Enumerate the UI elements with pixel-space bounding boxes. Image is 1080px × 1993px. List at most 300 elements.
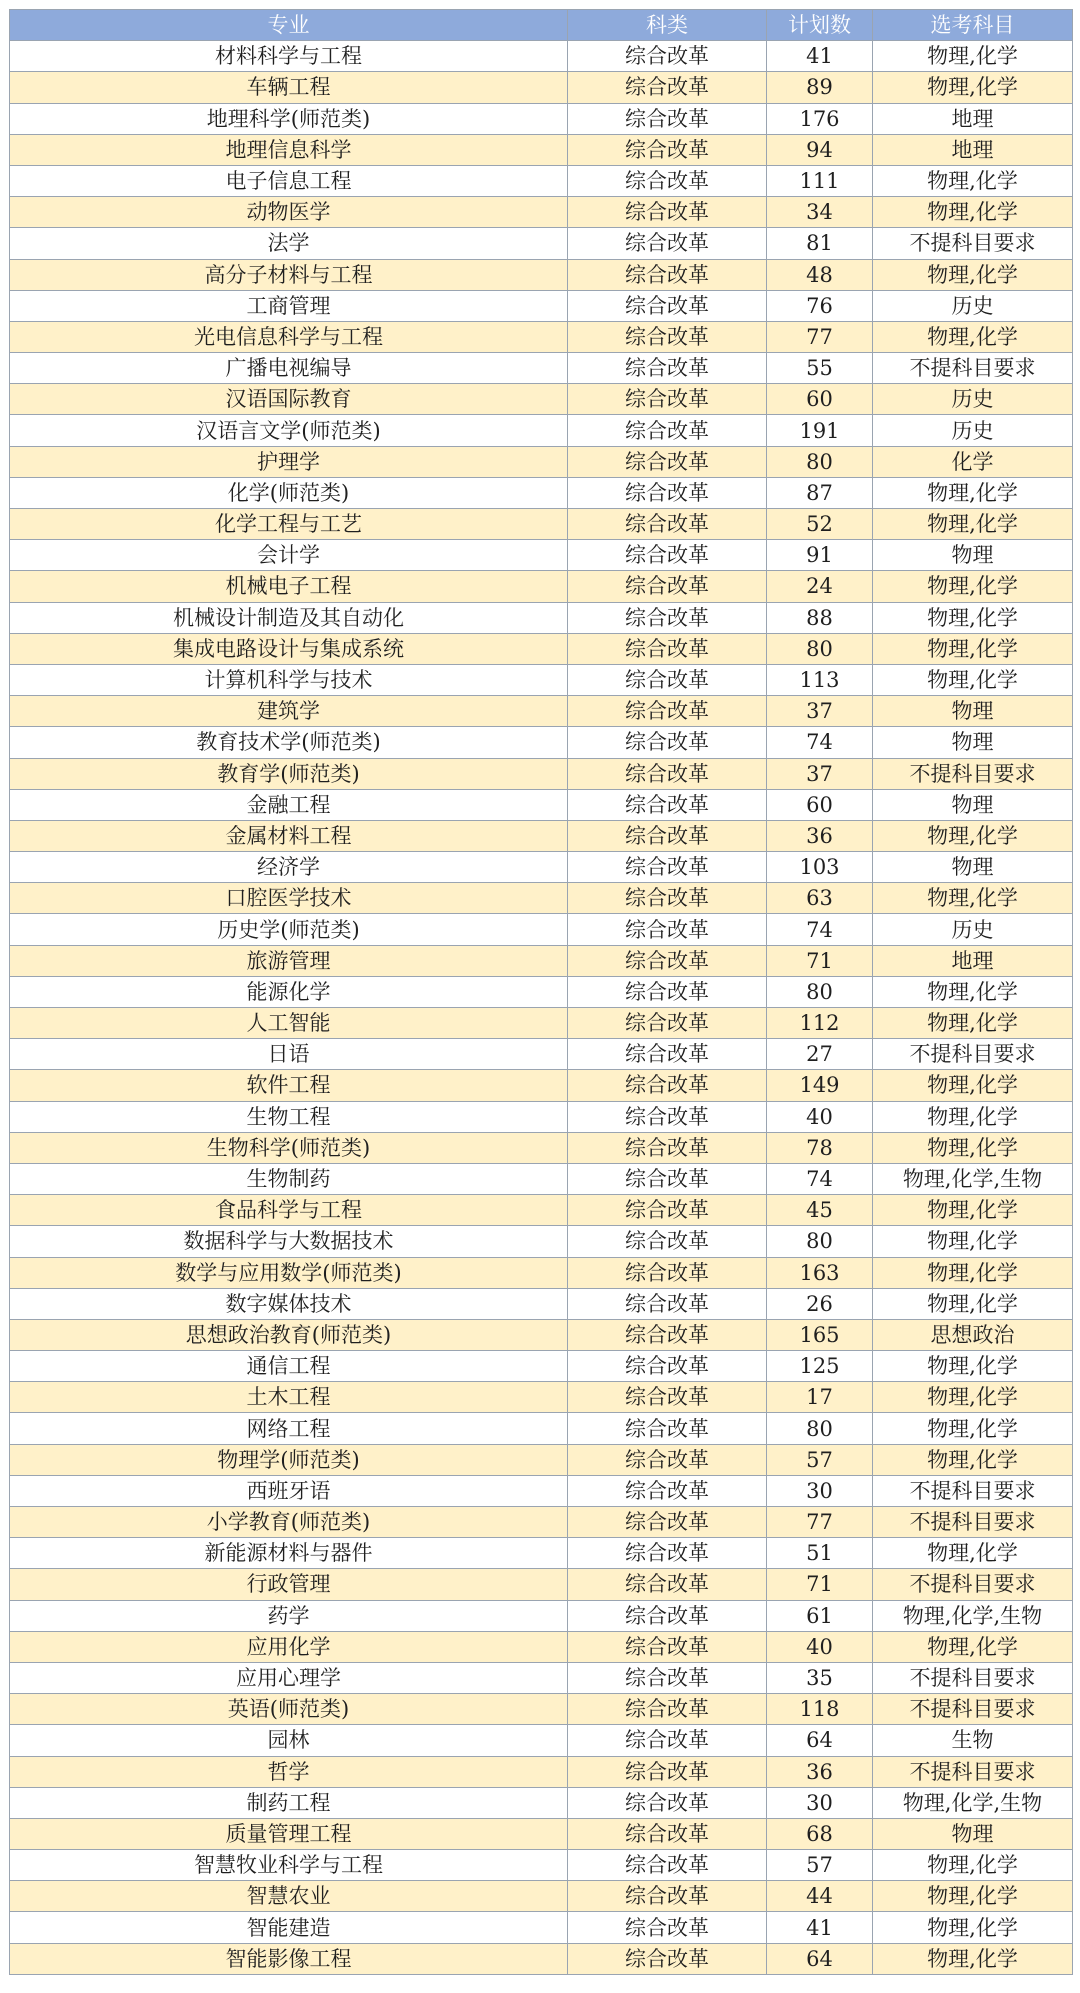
cell-category: 综合改革 — [568, 883, 767, 914]
cell-required-subjects: 物理,化学 — [873, 197, 1073, 228]
cell-category: 综合改革 — [568, 1787, 767, 1818]
cell-required-subjects: 物理,化学 — [873, 259, 1073, 290]
cell-required-subjects: 物理,化学 — [873, 571, 1073, 602]
cell-major: 人工智能 — [10, 1008, 568, 1039]
table-row — [10, 415, 1073, 446]
table-row — [10, 1132, 1073, 1163]
cell-category: 综合改革 — [568, 415, 767, 446]
cell-category: 综合改革 — [568, 727, 767, 758]
cell-plan-count: 55 — [767, 353, 873, 384]
cell-major: 计算机科学与技术 — [10, 664, 568, 695]
cell-category: 综合改革 — [568, 571, 767, 602]
cell-major: 物理学(师范类) — [10, 1444, 568, 1475]
cell-plan-count: 63 — [767, 883, 873, 914]
cell-plan-count: 87 — [767, 477, 873, 508]
cell-category: 综合改革 — [568, 1070, 767, 1101]
cell-plan-count: 26 — [767, 1288, 873, 1319]
cell-required-subjects: 物理,化学 — [873, 1943, 1073, 1974]
cell-required-subjects: 物理,化学 — [873, 1226, 1073, 1257]
table-row — [10, 290, 1073, 321]
table-row — [10, 1600, 1073, 1631]
cell-plan-count: 48 — [767, 259, 873, 290]
cell-category: 综合改革 — [568, 134, 767, 165]
cell-major: 应用心理学 — [10, 1662, 568, 1693]
cell-category: 综合改革 — [568, 696, 767, 727]
cell-major: 工商管理 — [10, 290, 568, 321]
cell-plan-count: 64 — [767, 1725, 873, 1756]
cell-plan-count: 64 — [767, 1943, 873, 1974]
cell-major: 生物制药 — [10, 1163, 568, 1194]
table-row — [10, 1631, 1073, 1662]
cell-required-subjects: 物理,化学 — [873, 976, 1073, 1007]
cell-major: 药学 — [10, 1600, 568, 1631]
cell-plan-count: 17 — [767, 1382, 873, 1413]
cell-category: 综合改革 — [568, 1756, 767, 1787]
cell-major: 制药工程 — [10, 1787, 568, 1818]
cell-required-subjects: 历史 — [873, 415, 1073, 446]
cell-required-subjects: 地理 — [873, 134, 1073, 165]
table-row — [10, 1382, 1073, 1413]
table-row — [10, 384, 1073, 415]
cell-major: 网络工程 — [10, 1413, 568, 1444]
table-row — [10, 1538, 1073, 1569]
table-row — [10, 1881, 1073, 1912]
cell-required-subjects: 物理,化学,生物 — [873, 1787, 1073, 1818]
cell-category: 综合改革 — [568, 446, 767, 477]
cell-major: 生物科学(师范类) — [10, 1132, 568, 1163]
cell-major: 智慧牧业科学与工程 — [10, 1850, 568, 1881]
cell-plan-count: 163 — [767, 1257, 873, 1288]
cell-required-subjects: 物理,化学 — [873, 664, 1073, 695]
cell-major: 教育技术学(师范类) — [10, 727, 568, 758]
table-row — [10, 477, 1073, 508]
cell-required-subjects: 物理,化学 — [873, 1413, 1073, 1444]
cell-major: 教育学(师范类) — [10, 758, 568, 789]
cell-plan-count: 36 — [767, 820, 873, 851]
cell-required-subjects: 历史 — [873, 384, 1073, 415]
cell-category: 综合改革 — [568, 509, 767, 540]
cell-plan-count: 52 — [767, 509, 873, 540]
cell-major: 日语 — [10, 1039, 568, 1070]
cell-category: 综合改革 — [568, 1818, 767, 1849]
cell-category: 综合改革 — [568, 353, 767, 384]
cell-major: 数字媒体技术 — [10, 1288, 568, 1319]
cell-plan-count: 118 — [767, 1694, 873, 1725]
cell-category: 综合改革 — [568, 1226, 767, 1257]
table-row — [10, 1163, 1073, 1194]
table-row — [10, 259, 1073, 290]
cell-major: 车辆工程 — [10, 72, 568, 103]
table-row — [10, 1351, 1073, 1382]
table-row — [10, 1319, 1073, 1350]
cell-plan-count: 61 — [767, 1600, 873, 1631]
cell-plan-count: 149 — [767, 1070, 873, 1101]
table-row — [10, 1226, 1073, 1257]
cell-plan-count: 176 — [767, 103, 873, 134]
header-plan-count: 计划数 — [767, 10, 873, 41]
cell-category: 综合改革 — [568, 1008, 767, 1039]
table-row — [10, 976, 1073, 1007]
cell-required-subjects: 思想政治 — [873, 1319, 1073, 1350]
cell-plan-count: 81 — [767, 228, 873, 259]
cell-required-subjects: 不提科目要求 — [873, 1756, 1073, 1787]
cell-major: 智慧农业 — [10, 1881, 568, 1912]
table-row — [10, 72, 1073, 103]
header-required-subjects: 选考科目 — [873, 10, 1073, 41]
cell-major: 集成电路设计与集成系统 — [10, 633, 568, 664]
cell-category: 综合改革 — [568, 976, 767, 1007]
cell-plan-count: 80 — [767, 446, 873, 477]
cell-plan-count: 113 — [767, 664, 873, 695]
cell-major: 新能源材料与器件 — [10, 1538, 568, 1569]
cell-major: 行政管理 — [10, 1569, 568, 1600]
cell-required-subjects: 物理,化学 — [873, 1070, 1073, 1101]
cell-major: 广播电视编导 — [10, 353, 568, 384]
table-row — [10, 1070, 1073, 1101]
cell-required-subjects: 物理 — [873, 696, 1073, 727]
table-row — [10, 1943, 1073, 1974]
cell-major: 历史学(师范类) — [10, 914, 568, 945]
cell-category: 综合改革 — [568, 945, 767, 976]
cell-category: 综合改革 — [568, 228, 767, 259]
table-row — [10, 1444, 1073, 1475]
cell-major: 汉语国际教育 — [10, 384, 568, 415]
cell-plan-count: 80 — [767, 1226, 873, 1257]
cell-category: 综合改革 — [568, 290, 767, 321]
cell-required-subjects: 物理 — [873, 540, 1073, 571]
cell-major: 思想政治教育(师范类) — [10, 1319, 568, 1350]
cell-category: 综合改革 — [568, 1319, 767, 1350]
cell-required-subjects: 物理,化学 — [873, 633, 1073, 664]
cell-plan-count: 77 — [767, 1507, 873, 1538]
cell-required-subjects: 不提科目要求 — [873, 758, 1073, 789]
cell-required-subjects: 物理,化学 — [873, 1132, 1073, 1163]
cell-category: 综合改革 — [568, 1662, 767, 1693]
cell-plan-count: 74 — [767, 1163, 873, 1194]
table-row — [10, 883, 1073, 914]
cell-category: 综合改革 — [568, 259, 767, 290]
cell-required-subjects: 地理 — [873, 103, 1073, 134]
cell-category: 综合改革 — [568, 1912, 767, 1943]
cell-major: 建筑学 — [10, 696, 568, 727]
cell-major: 高分子材料与工程 — [10, 259, 568, 290]
cell-major: 能源化学 — [10, 976, 568, 1007]
cell-category: 综合改革 — [568, 1725, 767, 1756]
cell-major: 数据科学与大数据技术 — [10, 1226, 568, 1257]
cell-category: 综合改革 — [568, 1881, 767, 1912]
table-row — [10, 1787, 1073, 1818]
cell-major: 应用化学 — [10, 1631, 568, 1662]
cell-plan-count: 88 — [767, 602, 873, 633]
cell-required-subjects: 物理,化学 — [873, 1288, 1073, 1319]
table-row — [10, 1039, 1073, 1070]
cell-category: 综合改革 — [568, 477, 767, 508]
cell-category: 综合改革 — [568, 1101, 767, 1132]
table-row — [10, 1413, 1073, 1444]
table-row — [10, 696, 1073, 727]
cell-category: 综合改革 — [568, 1850, 767, 1881]
cell-plan-count: 71 — [767, 1569, 873, 1600]
cell-category: 综合改革 — [568, 820, 767, 851]
cell-category: 综合改革 — [568, 1382, 767, 1413]
cell-required-subjects: 不提科目要求 — [873, 228, 1073, 259]
table-row — [10, 1694, 1073, 1725]
cell-plan-count: 80 — [767, 1413, 873, 1444]
cell-required-subjects: 物理,化学 — [873, 41, 1073, 72]
cell-required-subjects: 物理,化学 — [873, 820, 1073, 851]
cell-major: 动物医学 — [10, 197, 568, 228]
cell-major: 质量管理工程 — [10, 1818, 568, 1849]
cell-category: 综合改革 — [568, 914, 767, 945]
cell-category: 综合改革 — [568, 165, 767, 196]
cell-plan-count: 40 — [767, 1631, 873, 1662]
table-container — [9, 9, 1072, 1975]
cell-category: 综合改革 — [568, 1257, 767, 1288]
cell-category: 综合改革 — [568, 1569, 767, 1600]
cell-plan-count: 36 — [767, 1756, 873, 1787]
cell-plan-count: 27 — [767, 1039, 873, 1070]
cell-category: 综合改革 — [568, 633, 767, 664]
table-row — [10, 446, 1073, 477]
cell-category: 综合改革 — [568, 1039, 767, 1070]
table-row — [10, 1101, 1073, 1132]
cell-major: 护理学 — [10, 446, 568, 477]
table-row — [10, 165, 1073, 196]
cell-major: 软件工程 — [10, 1070, 568, 1101]
table-row — [10, 1725, 1073, 1756]
table-row — [10, 1912, 1073, 1943]
cell-plan-count: 71 — [767, 945, 873, 976]
cell-plan-count: 45 — [767, 1195, 873, 1226]
cell-plan-count: 80 — [767, 633, 873, 664]
table-row — [10, 509, 1073, 540]
cell-plan-count: 24 — [767, 571, 873, 602]
table-row — [10, 41, 1073, 72]
table-row — [10, 134, 1073, 165]
cell-category: 综合改革 — [568, 103, 767, 134]
cell-category: 综合改革 — [568, 540, 767, 571]
cell-required-subjects: 物理 — [873, 1818, 1073, 1849]
cell-plan-count: 94 — [767, 134, 873, 165]
cell-major: 土木工程 — [10, 1382, 568, 1413]
cell-plan-count: 112 — [767, 1008, 873, 1039]
cell-plan-count: 77 — [767, 321, 873, 352]
cell-category: 综合改革 — [568, 384, 767, 415]
table-row — [10, 914, 1073, 945]
cell-major: 旅游管理 — [10, 945, 568, 976]
cell-major: 数学与应用数学(师范类) — [10, 1257, 568, 1288]
cell-category: 综合改革 — [568, 1507, 767, 1538]
header-category: 科类 — [568, 10, 767, 41]
cell-required-subjects: 物理,化学 — [873, 1008, 1073, 1039]
table-row — [10, 1257, 1073, 1288]
cell-major: 通信工程 — [10, 1351, 568, 1382]
cell-major: 食品科学与工程 — [10, 1195, 568, 1226]
cell-required-subjects: 物理,化学 — [873, 1257, 1073, 1288]
cell-required-subjects: 物理,化学 — [873, 72, 1073, 103]
cell-category: 综合改革 — [568, 852, 767, 883]
table-header — [10, 10, 1073, 41]
cell-category: 综合改革 — [568, 1631, 767, 1662]
cell-plan-count: 30 — [767, 1787, 873, 1818]
table-row — [10, 103, 1073, 134]
cell-plan-count: 37 — [767, 696, 873, 727]
cell-major: 光电信息科学与工程 — [10, 321, 568, 352]
cell-required-subjects: 物理 — [873, 789, 1073, 820]
table-row — [10, 1818, 1073, 1849]
cell-major: 化学(师范类) — [10, 477, 568, 508]
cell-category: 综合改革 — [568, 321, 767, 352]
cell-plan-count: 191 — [767, 415, 873, 446]
cell-major: 金属材料工程 — [10, 820, 568, 851]
cell-required-subjects: 物理,化学 — [873, 1382, 1073, 1413]
cell-plan-count: 41 — [767, 41, 873, 72]
cell-category: 综合改革 — [568, 1538, 767, 1569]
cell-required-subjects: 物理,化学 — [873, 1101, 1073, 1132]
cell-plan-count: 78 — [767, 1132, 873, 1163]
cell-required-subjects: 物理,化学 — [873, 1195, 1073, 1226]
cell-plan-count: 89 — [767, 72, 873, 103]
cell-required-subjects: 地理 — [873, 945, 1073, 976]
cell-required-subjects: 不提科目要求 — [873, 1475, 1073, 1506]
table-row — [10, 852, 1073, 883]
cell-required-subjects: 不提科目要求 — [873, 1662, 1073, 1693]
cell-plan-count: 80 — [767, 976, 873, 1007]
cell-major: 机械电子工程 — [10, 571, 568, 602]
cell-required-subjects: 物理,化学 — [873, 321, 1073, 352]
table-row — [10, 727, 1073, 758]
cell-plan-count: 35 — [767, 1662, 873, 1693]
cell-category: 综合改革 — [568, 758, 767, 789]
table-row — [10, 1288, 1073, 1319]
table-row — [10, 789, 1073, 820]
cell-major: 法学 — [10, 228, 568, 259]
cell-plan-count: 37 — [767, 758, 873, 789]
cell-major: 西班牙语 — [10, 1475, 568, 1506]
table-row — [10, 1475, 1073, 1506]
cell-major: 生物工程 — [10, 1101, 568, 1132]
cell-plan-count: 125 — [767, 1351, 873, 1382]
cell-plan-count: 57 — [767, 1444, 873, 1475]
table-row — [10, 945, 1073, 976]
cell-plan-count: 40 — [767, 1101, 873, 1132]
cell-category: 综合改革 — [568, 1413, 767, 1444]
cell-required-subjects: 化学 — [873, 446, 1073, 477]
table-row — [10, 1850, 1073, 1881]
cell-required-subjects: 物理,化学,生物 — [873, 1163, 1073, 1194]
cell-plan-count: 60 — [767, 789, 873, 820]
cell-plan-count: 41 — [767, 1912, 873, 1943]
cell-category: 综合改革 — [568, 1943, 767, 1974]
cell-major: 园林 — [10, 1725, 568, 1756]
cell-category: 综合改革 — [568, 664, 767, 695]
cell-required-subjects: 不提科目要求 — [873, 1039, 1073, 1070]
table-row — [10, 197, 1073, 228]
cell-major: 会计学 — [10, 540, 568, 571]
cell-major: 机械设计制造及其自动化 — [10, 602, 568, 633]
cell-category: 综合改革 — [568, 1132, 767, 1163]
cell-plan-count: 34 — [767, 197, 873, 228]
table-row — [10, 1756, 1073, 1787]
cell-required-subjects: 物理,化学 — [873, 1912, 1073, 1943]
cell-major: 地理信息科学 — [10, 134, 568, 165]
cell-required-subjects: 历史 — [873, 914, 1073, 945]
table-row — [10, 820, 1073, 851]
cell-required-subjects: 物理,化学,生物 — [873, 1600, 1073, 1631]
cell-required-subjects: 物理,化学 — [873, 602, 1073, 633]
cell-plan-count: 44 — [767, 1881, 873, 1912]
cell-major: 化学工程与工艺 — [10, 509, 568, 540]
cell-category: 综合改革 — [568, 1288, 767, 1319]
cell-major: 口腔医学技术 — [10, 883, 568, 914]
table-row — [10, 1507, 1073, 1538]
table-row — [10, 353, 1073, 384]
cell-required-subjects: 历史 — [873, 290, 1073, 321]
cell-plan-count: 51 — [767, 1538, 873, 1569]
cell-plan-count: 165 — [767, 1319, 873, 1350]
cell-required-subjects: 物理,化学 — [873, 509, 1073, 540]
cell-required-subjects: 物理,化学 — [873, 1631, 1073, 1662]
cell-plan-count: 57 — [767, 1850, 873, 1881]
header-major: 专业 — [10, 10, 568, 41]
cell-plan-count: 76 — [767, 290, 873, 321]
cell-plan-count: 30 — [767, 1475, 873, 1506]
cell-required-subjects: 物理,化学 — [873, 1881, 1073, 1912]
cell-plan-count: 74 — [767, 914, 873, 945]
cell-plan-count: 74 — [767, 727, 873, 758]
cell-required-subjects: 不提科目要求 — [873, 1569, 1073, 1600]
cell-plan-count: 91 — [767, 540, 873, 571]
cell-category: 综合改革 — [568, 1351, 767, 1382]
table-row — [10, 1569, 1073, 1600]
cell-required-subjects: 物理,化学 — [873, 1538, 1073, 1569]
cell-major: 电子信息工程 — [10, 165, 568, 196]
cell-major: 英语(师范类) — [10, 1694, 568, 1725]
cell-required-subjects: 物理,化学 — [873, 1850, 1073, 1881]
cell-category: 综合改革 — [568, 1163, 767, 1194]
cell-required-subjects: 物理,化学 — [873, 165, 1073, 196]
cell-required-subjects: 物理,化学 — [873, 1444, 1073, 1475]
cell-required-subjects: 不提科目要求 — [873, 1694, 1073, 1725]
cell-required-subjects: 生物 — [873, 1725, 1073, 1756]
cell-plan-count: 111 — [767, 165, 873, 196]
table-row — [10, 228, 1073, 259]
cell-major: 地理科学(师范类) — [10, 103, 568, 134]
cell-required-subjects: 物理,化学 — [873, 1351, 1073, 1382]
cell-major: 智能影像工程 — [10, 1943, 568, 1974]
cell-category: 综合改革 — [568, 1694, 767, 1725]
table-row — [10, 664, 1073, 695]
cell-required-subjects: 不提科目要求 — [873, 1507, 1073, 1538]
header-row — [10, 10, 1073, 41]
table-row — [10, 758, 1073, 789]
cell-category: 综合改革 — [568, 1600, 767, 1631]
table-row — [10, 633, 1073, 664]
cell-major: 经济学 — [10, 852, 568, 883]
enrollment-plan-table — [9, 9, 1073, 1975]
cell-category: 综合改革 — [568, 197, 767, 228]
cell-category: 综合改革 — [568, 602, 767, 633]
cell-major: 小学教育(师范类) — [10, 1507, 568, 1538]
cell-category: 综合改革 — [568, 1195, 767, 1226]
cell-category: 综合改革 — [568, 1475, 767, 1506]
cell-major: 汉语言文学(师范类) — [10, 415, 568, 446]
table-row — [10, 540, 1073, 571]
cell-required-subjects: 物理,化学 — [873, 883, 1073, 914]
cell-major: 智能建造 — [10, 1912, 568, 1943]
table-row — [10, 1662, 1073, 1693]
cell-plan-count: 68 — [767, 1818, 873, 1849]
